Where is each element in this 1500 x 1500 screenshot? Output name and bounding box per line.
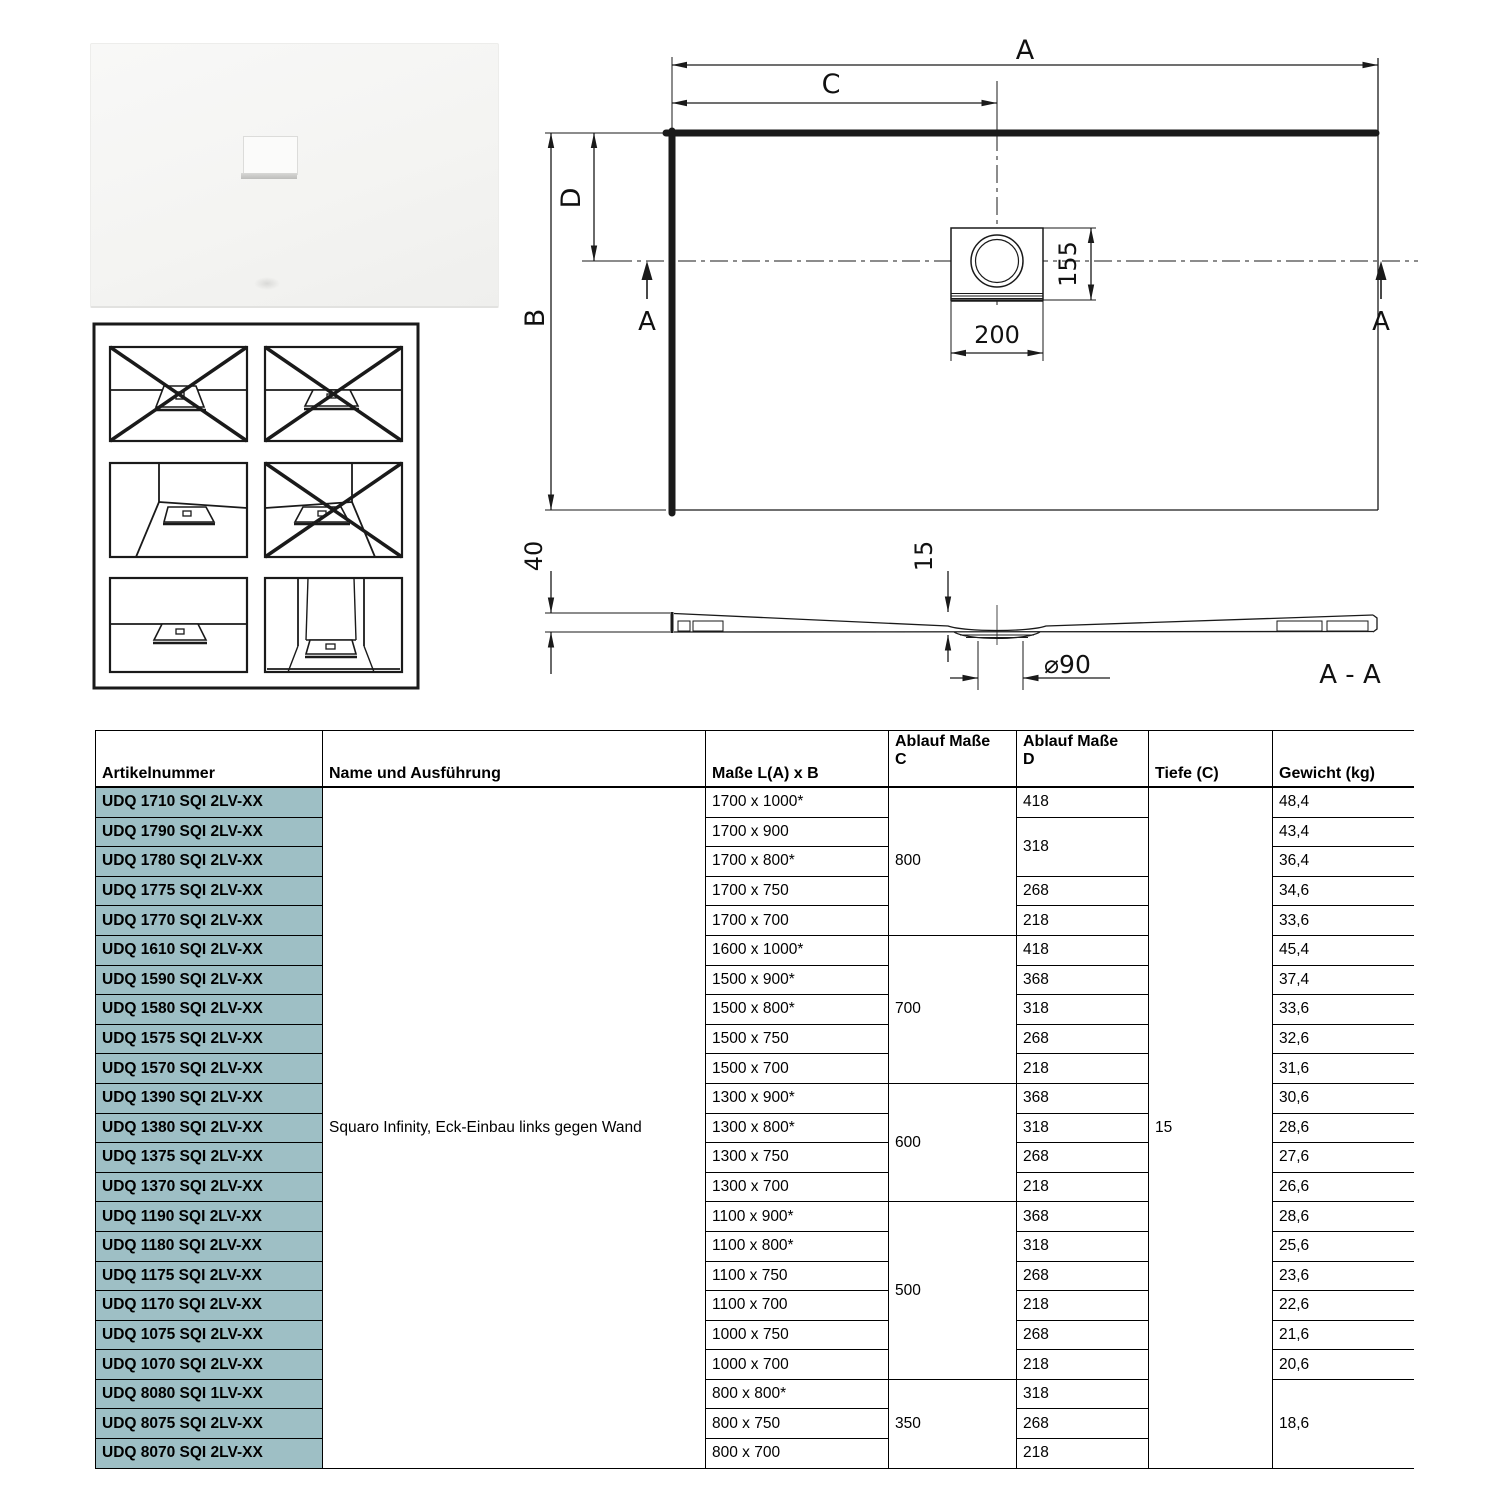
cell-artikelnummer: UDQ 8070 SQI 2LV-XX: [96, 1439, 323, 1469]
cell-masse: 1700 x 900: [706, 817, 889, 847]
header-name: Name und Ausführung: [323, 731, 706, 788]
cell-artikelnummer: UDQ 1770 SQI 2LV-XX: [96, 906, 323, 936]
cell-ablauf-d: 268: [1017, 1320, 1149, 1350]
spec-table: [95, 730, 1414, 1469]
cell-masse: 1700 x 1000*: [706, 787, 889, 817]
cell-masse: 1500 x 700: [706, 1054, 889, 1084]
header-ablauf-d: Ablauf Maße D: [1017, 731, 1149, 788]
cell-gewicht: 45,4: [1273, 935, 1414, 965]
cell-gewicht: 31,6: [1273, 1054, 1414, 1084]
header-gewicht: Gewicht (kg): [1273, 731, 1414, 788]
cell-artikelnummer: UDQ 1790 SQI 2LV-XX: [96, 817, 323, 847]
section-arrow-left: [638, 261, 656, 337]
cell-ablauf-c: 350: [889, 1379, 1017, 1468]
cell-artikelnummer: UDQ 1590 SQI 2LV-XX: [96, 965, 323, 995]
cell-ablauf-d: 368: [1017, 965, 1149, 995]
dim-label-40: 40: [520, 540, 548, 572]
cell-gewicht: 37,4: [1273, 965, 1414, 995]
cell-ablauf-d: 218: [1017, 1291, 1149, 1321]
cell-gewicht: 32,6: [1273, 1024, 1414, 1054]
header-ablauf-c: Ablauf Maße C: [889, 731, 1017, 788]
section-arrow-left-label: A: [638, 307, 656, 337]
cell-masse: 1100 x 700: [706, 1291, 889, 1321]
cell-artikelnummer: UDQ 1075 SQI 2LV-XX: [96, 1320, 323, 1350]
dim-label-b: B: [520, 308, 551, 328]
cell-ablauf-d: 318: [1017, 1379, 1149, 1409]
cell-gewicht: 43,4: [1273, 817, 1414, 847]
cell-artikelnummer: UDQ 1575 SQI 2LV-XX: [96, 1024, 323, 1054]
cell-artikelnummer: UDQ 1175 SQI 2LV-XX: [96, 1261, 323, 1291]
cell-gewicht: 22,6: [1273, 1291, 1414, 1321]
cell-masse: 1100 x 800*: [706, 1231, 889, 1261]
cell-ablauf-d: 268: [1017, 876, 1149, 906]
cell-artikelnummer: UDQ 1570 SQI 2LV-XX: [96, 1054, 323, 1084]
plan-view: [520, 35, 1418, 513]
drain-detail: [951, 228, 1043, 301]
tray-profile: [672, 605, 1377, 645]
brand-logo: [254, 277, 280, 290]
picto-corner-left-allowed: [110, 463, 247, 557]
cell-ablauf-d: 268: [1017, 1024, 1149, 1054]
technical-drawing: [520, 35, 1430, 695]
cell-artikelnummer: UDQ 1775 SQI 2LV-XX: [96, 876, 323, 906]
drain-cover: [243, 136, 298, 175]
cell-ablauf-d: 218: [1017, 1439, 1149, 1469]
cell-ablauf-d: 418: [1017, 787, 1149, 817]
cell-masse: 1500 x 750: [706, 1024, 889, 1054]
dim-label-200: 200: [974, 321, 1020, 349]
cell-masse: 1300 x 900*: [706, 1083, 889, 1113]
cell-gewicht: 48,4: [1273, 787, 1414, 817]
installation-pictograms: [92, 322, 420, 690]
cell-artikelnummer: UDQ 1380 SQI 2LV-XX: [96, 1113, 323, 1143]
cell-masse: 1700 x 800*: [706, 847, 889, 877]
header-masse: Maße L(A) x B: [706, 731, 889, 788]
cell-artikelnummer: UDQ 8075 SQI 2LV-XX: [96, 1409, 323, 1439]
cell-ablauf-d: 268: [1017, 1143, 1149, 1173]
cell-masse: 1300 x 800*: [706, 1113, 889, 1143]
section-arrow-right-label: A: [1372, 307, 1390, 337]
cell-artikelnummer: UDQ 1190 SQI 2LV-XX: [96, 1202, 323, 1232]
cell-masse: 1600 x 1000*: [706, 935, 889, 965]
cell-artikelnummer: UDQ 1780 SQI 2LV-XX: [96, 847, 323, 877]
table-row: [96, 787, 1414, 817]
cell-ablauf-c: 600: [889, 1083, 1017, 1201]
dim-label-d90: ⌀90: [1044, 650, 1091, 679]
cell-artikelnummer: UDQ 1390 SQI 2LV-XX: [96, 1083, 323, 1113]
cell-ablauf-d: 218: [1017, 1172, 1149, 1202]
cell-gewicht: 25,6: [1273, 1231, 1414, 1261]
section-view: [520, 541, 1381, 690]
cell-gewicht: 33,6: [1273, 995, 1414, 1025]
cell-tiefe: 15: [1149, 787, 1273, 1468]
cell-ablauf-d: 218: [1017, 906, 1149, 936]
cell-gewicht: 30,6: [1273, 1083, 1414, 1113]
cell-masse: 1000 x 750: [706, 1320, 889, 1350]
section-view-label: A - A: [1319, 660, 1381, 690]
cell-ablauf-d: 368: [1017, 1083, 1149, 1113]
cell-gewicht: 33,6: [1273, 906, 1414, 936]
cell-artikelnummer: UDQ 1710 SQI 2LV-XX: [96, 787, 323, 817]
cell-ablauf-d: 418: [1017, 935, 1149, 965]
cell-gewicht: 28,6: [1273, 1113, 1414, 1143]
cell-gewicht: 20,6: [1273, 1350, 1414, 1380]
cell-artikelnummer: UDQ 8080 SQI 1LV-XX: [96, 1379, 323, 1409]
cell-artikelnummer: UDQ 1370 SQI 2LV-XX: [96, 1172, 323, 1202]
cell-masse: 800 x 800*: [706, 1379, 889, 1409]
cell-masse: 1700 x 700: [706, 906, 889, 936]
product-photo: [90, 43, 499, 308]
cell-artikelnummer: UDQ 1070 SQI 2LV-XX: [96, 1350, 323, 1380]
cell-masse: 1300 x 750: [706, 1143, 889, 1173]
cell-gewicht: 36,4: [1273, 847, 1414, 877]
picto-corner-right-not-allowed: [265, 463, 402, 557]
cell-ablauf-d: 318: [1017, 1113, 1149, 1143]
cell-gewicht: 34,6: [1273, 876, 1414, 906]
picto-wall-back-allowed: [110, 578, 247, 672]
cell-ablauf-d: 318: [1017, 817, 1149, 876]
cell-gewicht: 27,6: [1273, 1143, 1414, 1173]
dim-label-c: C: [821, 69, 841, 100]
cell-ablauf-d: 218: [1017, 1350, 1149, 1380]
cell-gewicht: 28,6: [1273, 1202, 1414, 1232]
cell-masse: 1100 x 750: [706, 1261, 889, 1291]
section-arrow-right: [1372, 261, 1390, 337]
picto-niche-allowed: [265, 578, 402, 672]
cell-artikelnummer: UDQ 1170 SQI 2LV-XX: [96, 1291, 323, 1321]
cell-gewicht: 21,6: [1273, 1320, 1414, 1350]
dim-label-155: 155: [1054, 241, 1082, 287]
cell-masse: 1100 x 900*: [706, 1202, 889, 1232]
cell-ablauf-d: 318: [1017, 1231, 1149, 1261]
cell-ablauf-c: 800: [889, 787, 1017, 935]
cell-ablauf-c: 700: [889, 935, 1017, 1083]
dim-label-d: D: [556, 187, 587, 209]
picto-freestanding-not-allowed: [110, 347, 247, 441]
cell-ablauf-d: 318: [1017, 995, 1149, 1025]
header-tiefe: Tiefe (C): [1149, 731, 1273, 788]
dim-label-15: 15: [910, 540, 938, 572]
cell-artikelnummer: UDQ 1610 SQI 2LV-XX: [96, 935, 323, 965]
cell-masse: 800 x 700: [706, 1439, 889, 1469]
cell-gewicht: 26,6: [1273, 1172, 1414, 1202]
cell-masse: 800 x 750: [706, 1409, 889, 1439]
cell-artikelnummer: UDQ 1580 SQI 2LV-XX: [96, 995, 323, 1025]
cell-masse: 1500 x 800*: [706, 995, 889, 1025]
cell-name: Squaro Infinity, Eck-Einbau links gegen Wand: [323, 787, 706, 1468]
spec-table-body: [96, 787, 1414, 1468]
cell-masse: 1500 x 900*: [706, 965, 889, 995]
cell-gewicht: 23,6: [1273, 1261, 1414, 1291]
cell-artikelnummer: UDQ 1180 SQI 2LV-XX: [96, 1231, 323, 1261]
cell-masse: 1300 x 700: [706, 1172, 889, 1202]
cell-ablauf-d: 268: [1017, 1261, 1149, 1291]
cell-ablauf-d: 368: [1017, 1202, 1149, 1232]
header-artikelnummer: Artikelnummer: [96, 731, 323, 788]
dim-label-a: A: [1015, 35, 1035, 66]
cell-ablauf-d: 268: [1017, 1409, 1149, 1439]
table-header-row: [96, 731, 1414, 788]
spec-table-container: [95, 730, 1413, 1469]
cell-masse: 1700 x 750: [706, 876, 889, 906]
cell-ablauf-c: 500: [889, 1202, 1017, 1380]
drain-cover-shadow: [241, 173, 297, 179]
cell-ablauf-d: 218: [1017, 1054, 1149, 1084]
cell-masse: 1000 x 700: [706, 1350, 889, 1380]
cell-artikelnummer: UDQ 1375 SQI 2LV-XX: [96, 1143, 323, 1173]
cell-gewicht: 18,6: [1273, 1379, 1414, 1468]
picto-wall-back-not-allowed: [265, 347, 402, 441]
